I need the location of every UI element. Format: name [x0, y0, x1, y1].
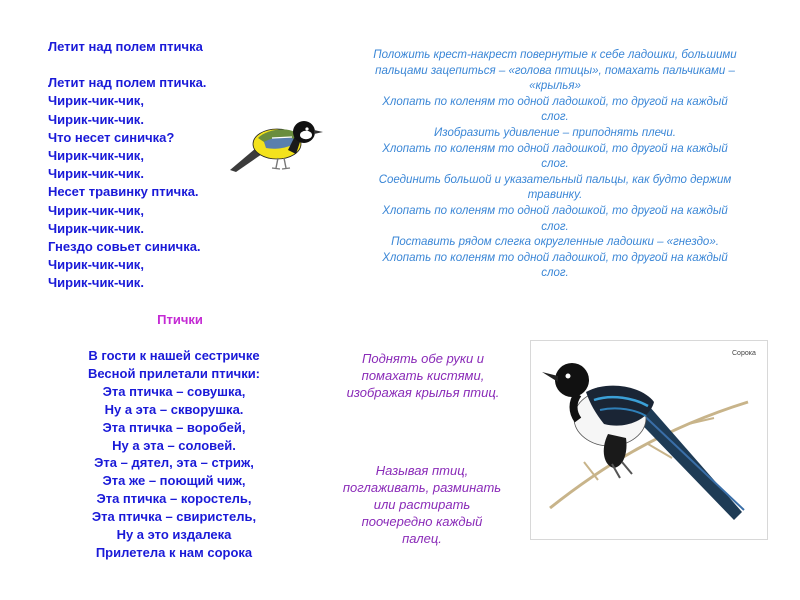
instruction-line: пальцами зацепиться – «голова птицы», помахать пальчиками –	[375, 64, 735, 77]
instruction-line: слог.	[541, 111, 569, 124]
poem2-title: Птички	[157, 312, 203, 327]
instruction-line: слог.	[541, 267, 569, 280]
poem1-line: Чирик-чик-чик,	[48, 257, 144, 273]
instruction-line: слог.	[541, 158, 569, 171]
poem2-line: Весной прилетали птички:	[87, 365, 261, 381]
poem1-line: Чирик-чик-чик.	[48, 275, 144, 291]
instruction-line: «крылья»	[529, 80, 581, 93]
poem2-line: Ну а эта – скворушка.	[104, 401, 244, 417]
poem1-line: Что несет синичка?	[48, 129, 175, 145]
instruction-line: Поставить рядом слегка округленные ладошки – «гнездо».	[391, 236, 719, 249]
instruction-line: палец.	[402, 531, 442, 546]
poem2-line: В гости к нашей сестричке	[88, 348, 260, 363]
instruction-line: Называя птиц,	[375, 463, 469, 478]
poem1-line: Чирик-чик-чик.	[48, 220, 144, 236]
poem2-line: Ну а эта – соловей.	[112, 437, 236, 453]
instructions2	[328, 350, 518, 401]
instructions3	[322, 462, 522, 547]
magpie-caption: Сорока	[732, 350, 756, 357]
instruction-line: Хлопать по коленям то одной ладошкой, то другой на каждый	[382, 95, 728, 108]
poem1-line: Чирик-чик-чик,	[48, 148, 144, 164]
poem1-line: Чирик-чик-чик.	[48, 166, 144, 182]
instruction-line: Поднять обе руки и	[361, 351, 485, 366]
instruction-line: изображая крылья птиц.	[346, 385, 500, 400]
poem1-title: Летит над полем птичка	[48, 39, 203, 54]
instruction-line: слог.	[541, 220, 569, 233]
poem2-line: Эта птичка – свиристель,	[91, 509, 257, 525]
poem2-line: Эта – дятел, эта – стриж,	[94, 455, 254, 471]
instruction-line: Изобразить удивление – приподнять плечи.	[434, 126, 676, 139]
poem1-line: Чирик-чик-чик,	[48, 202, 144, 218]
instruction-line: Хлопать по коленям то одной ладошкой, то другой на каждый	[382, 251, 728, 264]
poem1-line: Чирик-чик-чик,	[48, 93, 144, 109]
instruction-line: Хлопать по коленям то одной ладошкой, то другой на каждый	[382, 142, 728, 155]
poem2-line: Эта же – поющий чиж,	[102, 473, 246, 489]
instruction-line: поглаживать, разминать	[342, 480, 502, 495]
instruction-line: помахать кистями,	[361, 368, 485, 383]
poem1-line: Несет травинку птичка.	[48, 184, 199, 200]
instruction-line: Хлопать по коленям то одной ладошкой, то другой на каждый	[382, 204, 728, 217]
poem2-line: Эта птичка – воробей,	[102, 419, 246, 435]
poem2-line: Эта птичка – коростель,	[96, 491, 252, 507]
magpie-bird-icon	[538, 340, 764, 536]
instruction-line: Положить крест-накрест повернутые к себе ладошки, большими	[373, 49, 737, 61]
poem1-line: Чирик-чик-чик.	[48, 111, 144, 127]
instruction-line: поочередно каждый	[361, 514, 483, 529]
instruction-line: Соединить большой и указательный пальцы, как будто держим	[378, 173, 732, 186]
poem2-line: Ну а это издалека	[116, 527, 232, 543]
poem2	[40, 347, 308, 562]
instruction-line: или растирать	[373, 497, 471, 512]
poem1-line: Гнездо совьет синичка.	[48, 239, 201, 255]
instructions1	[340, 48, 770, 282]
tit-bird-icon	[222, 108, 326, 178]
instruction-line: травинку.	[527, 189, 583, 202]
poem2-line: Прилетела к нам сорока	[95, 544, 253, 560]
poem1-line: Летит над полем птичка.	[48, 75, 207, 91]
poem2-line: Эта птичка – совушка,	[102, 383, 246, 399]
